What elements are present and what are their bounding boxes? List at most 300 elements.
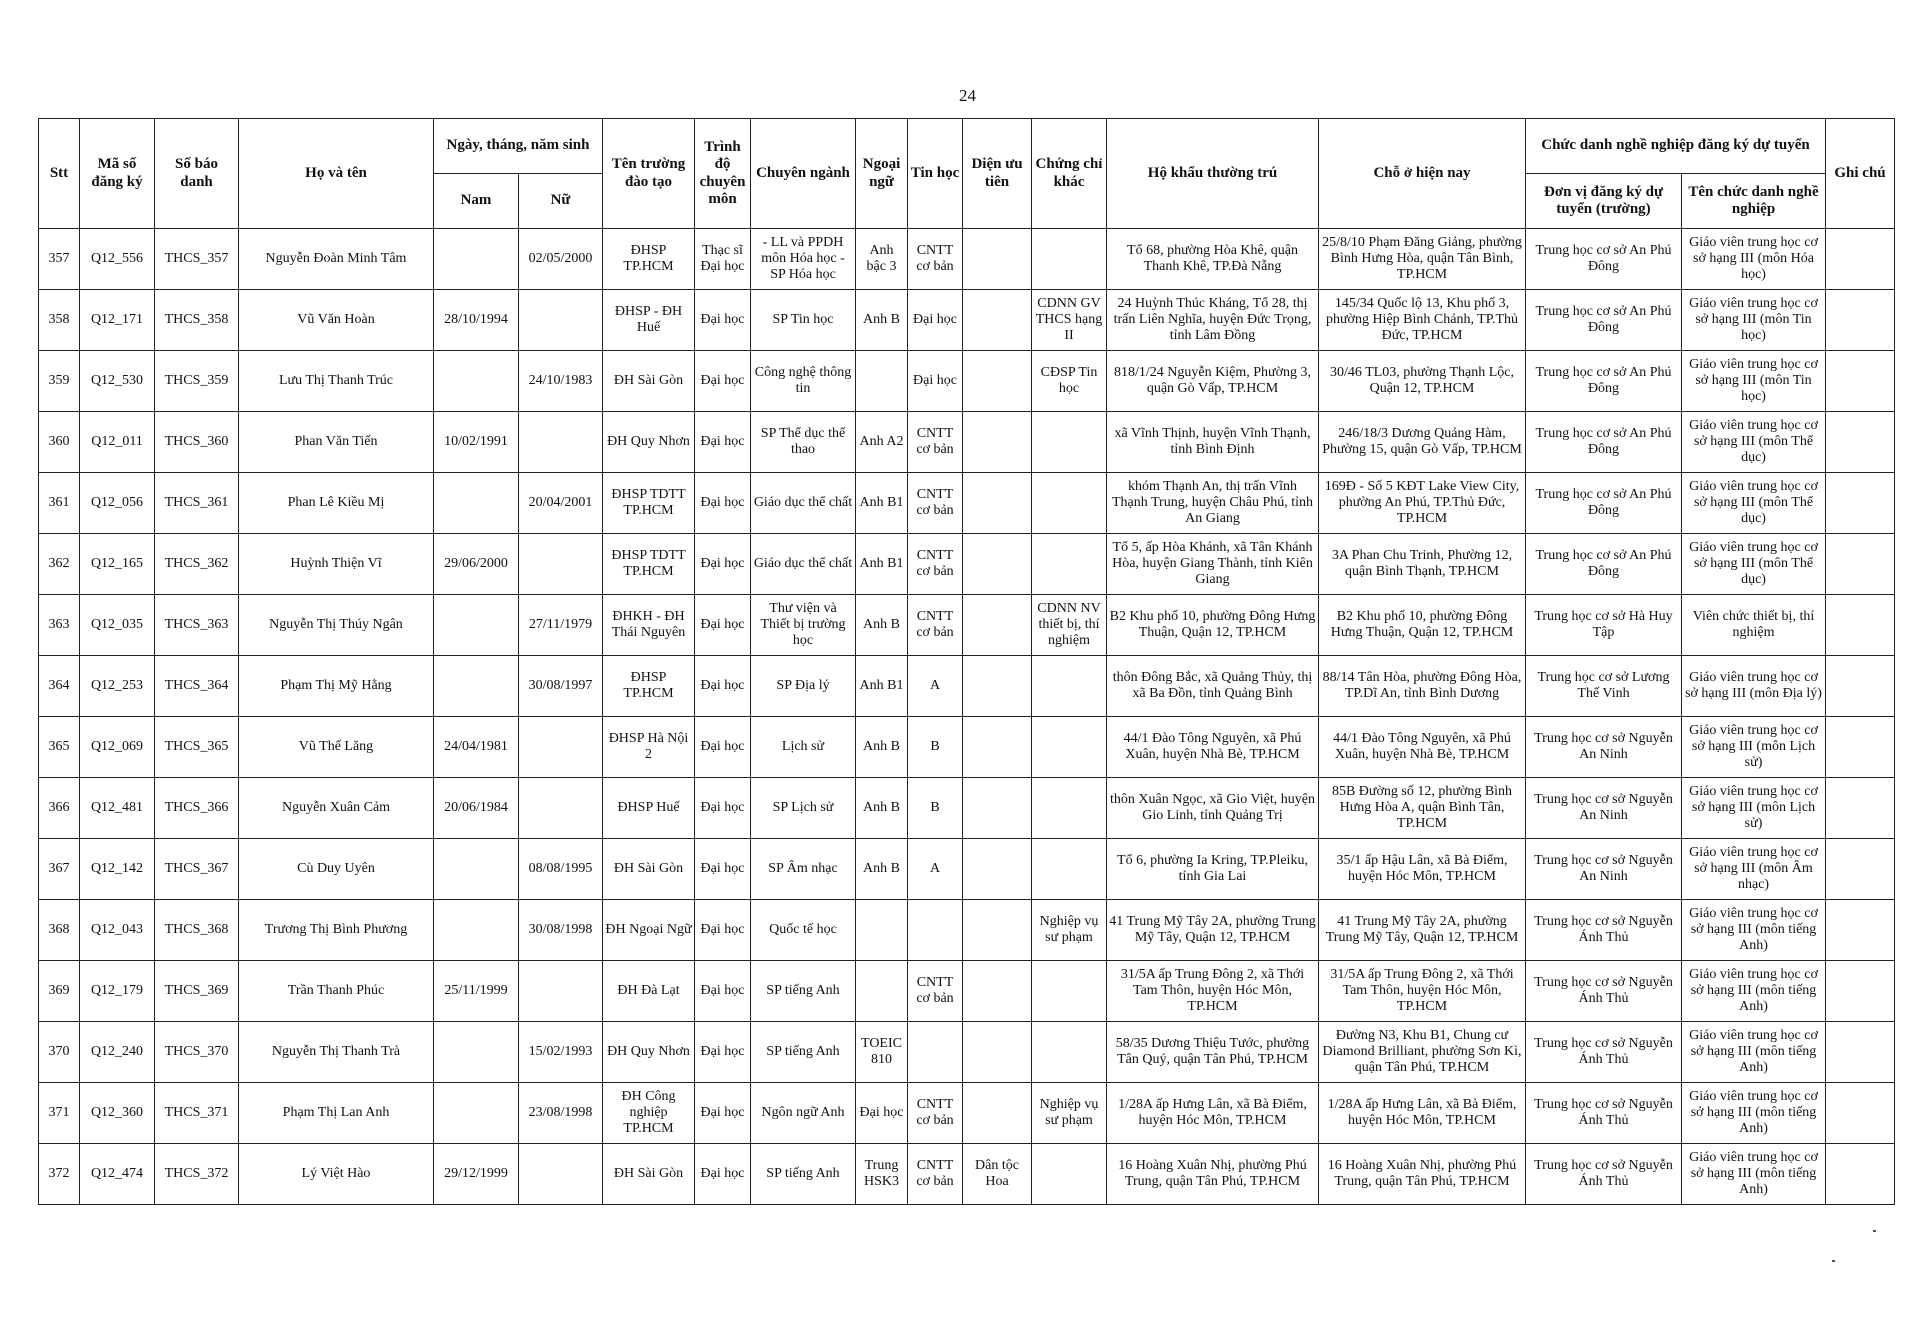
cell-ho-khau: thôn Xuân Ngọc, xã Gio Việt, huyện Gio Linh, tỉnh Quảng Trị xyxy=(1107,778,1319,839)
cell-ho-khau: 58/35 Dương Thiệu Tước, phường Tân Quý, quận Tân Phú, TP.HCM xyxy=(1107,1022,1319,1083)
cell-chung-chi xyxy=(1032,1022,1107,1083)
cell-cho-o: 25/8/10 Phạm Đăng Giảng, phường Bình Hưng Hòa, quận Tân Bình, TP.HCM xyxy=(1319,229,1526,290)
cell-ho-khau: khóm Thạnh An, thị trấn Vĩnh Thạnh Trung, huyện Châu Phú, tỉnh An Giang xyxy=(1107,473,1319,534)
table-row xyxy=(39,595,1895,656)
table-row xyxy=(39,1144,1895,1205)
cell-truong: ĐH Sài Gòn xyxy=(603,1144,695,1205)
header-cho-o: Chỗ ở hiện nay xyxy=(1319,119,1526,229)
cell-nam xyxy=(434,351,519,412)
cell-cho-o: 85B Đường số 12, phường Bình Hưng Hòa A, quận Bình Tân, TP.HCM xyxy=(1319,778,1526,839)
cell-ngoai-ngu xyxy=(856,351,908,412)
cell-ma-so: Q12_474 xyxy=(80,1144,155,1205)
cell-nam xyxy=(434,1083,519,1144)
cell-stt: 364 xyxy=(39,656,80,717)
cell-stt: 365 xyxy=(39,717,80,778)
header-stt: Stt xyxy=(39,119,80,229)
table-row xyxy=(39,1083,1895,1144)
cell-chung-chi xyxy=(1032,778,1107,839)
cell-ghi-chu xyxy=(1826,1144,1895,1205)
cell-chuyen-nganh: Ngôn ngữ Anh xyxy=(751,1083,856,1144)
cell-nu xyxy=(519,778,603,839)
cell-trinh-do: Đại học xyxy=(695,1022,751,1083)
table-row xyxy=(39,839,1895,900)
cell-nam: 29/12/1999 xyxy=(434,1144,519,1205)
table-row xyxy=(39,961,1895,1022)
cell-tin-hoc: CNTT cơ bản xyxy=(908,412,963,473)
cell-nu: 15/02/1993 xyxy=(519,1022,603,1083)
cell-ho-ten: Cù Duy Uyên xyxy=(239,839,434,900)
cell-ghi-chu xyxy=(1826,229,1895,290)
cell-dien-uu-tien xyxy=(963,778,1032,839)
cell-so-bao-danh: THCS_358 xyxy=(155,290,239,351)
cell-don-vi: Trung học cơ sở An Phú Đông xyxy=(1526,351,1682,412)
cell-nam: 24/04/1981 xyxy=(434,717,519,778)
cell-ho-ten: Vũ Văn Hoàn xyxy=(239,290,434,351)
cell-chung-chi xyxy=(1032,961,1107,1022)
cell-tin-hoc: CNTT cơ bản xyxy=(908,1144,963,1205)
cell-nu: 27/11/1979 xyxy=(519,595,603,656)
header-ngoai-ngu: Ngoại ngữ xyxy=(856,119,908,229)
cell-tin-hoc: B xyxy=(908,778,963,839)
cell-so-bao-danh: THCS_372 xyxy=(155,1144,239,1205)
cell-ten-chuc-danh: Giáo viên trung học cơ sở hạng III (môn Thể dục) xyxy=(1682,412,1826,473)
header-chuc-danh: Chức danh nghề nghiệp đăng ký dự tuyển xyxy=(1526,119,1826,174)
cell-ho-khau: 24 Huỳnh Thúc Kháng, Tổ 28, thị trấn Liên Nghĩa, huyện Đức Trọng, tỉnh Lâm Đồng xyxy=(1107,290,1319,351)
cell-chung-chi xyxy=(1032,839,1107,900)
cell-ho-ten: Trương Thị Bình Phương xyxy=(239,900,434,961)
table-body xyxy=(39,229,1895,1205)
header-ten-chuc-danh: Tên chức danh nghề nghiệp xyxy=(1682,174,1826,229)
cell-chuyen-nganh: SP tiếng Anh xyxy=(751,1022,856,1083)
cell-ho-khau: 1/28A ấp Hưng Lân, xã Bà Điểm, huyện Hóc Môn, TP.HCM xyxy=(1107,1083,1319,1144)
cell-nam xyxy=(434,473,519,534)
cell-truong: ĐHSP Huế xyxy=(603,778,695,839)
cell-ghi-chu xyxy=(1826,839,1895,900)
header-chuyen-nganh: Chuyên ngành xyxy=(751,119,856,229)
cell-trinh-do: Đại học xyxy=(695,595,751,656)
cell-trinh-do: Đại học xyxy=(695,290,751,351)
cell-stt: 362 xyxy=(39,534,80,595)
table-row xyxy=(39,534,1895,595)
cell-truong: ĐH Ngoại Ngữ xyxy=(603,900,695,961)
cell-tin-hoc: B xyxy=(908,717,963,778)
cell-don-vi: Trung học cơ sở Nguyễn An Ninh xyxy=(1526,717,1682,778)
cell-tin-hoc: A xyxy=(908,656,963,717)
cell-chuyen-nganh: Giáo dục thể chất xyxy=(751,473,856,534)
cell-dien-uu-tien xyxy=(963,412,1032,473)
scan-speck xyxy=(1832,1260,1835,1262)
cell-dien-uu-tien xyxy=(963,229,1032,290)
cell-dien-uu-tien xyxy=(963,1022,1032,1083)
cell-ho-ten: Lưu Thị Thanh Trúc xyxy=(239,351,434,412)
header-dien-uu-tien: Diện ưu tiên xyxy=(963,119,1032,229)
cell-ngoai-ngu: Anh bậc 3 xyxy=(856,229,908,290)
cell-ten-chuc-danh: Giáo viên trung học cơ sở hạng III (môn Âm nhạc) xyxy=(1682,839,1826,900)
cell-chuyen-nganh: Giáo dục thể chất xyxy=(751,534,856,595)
cell-chuyen-nganh: Quốc tế học xyxy=(751,900,856,961)
cell-ghi-chu xyxy=(1826,778,1895,839)
cell-chuyen-nganh: SP tiếng Anh xyxy=(751,1144,856,1205)
cell-ngoai-ngu: Trung HSK3 xyxy=(856,1144,908,1205)
table-row xyxy=(39,412,1895,473)
cell-so-bao-danh: THCS_366 xyxy=(155,778,239,839)
cell-trinh-do: Đại học xyxy=(695,473,751,534)
cell-ma-so: Q12_011 xyxy=(80,412,155,473)
cell-dien-uu-tien xyxy=(963,717,1032,778)
cell-nam: 20/06/1984 xyxy=(434,778,519,839)
cell-don-vi: Trung học cơ sở An Phú Đông xyxy=(1526,290,1682,351)
cell-ghi-chu xyxy=(1826,961,1895,1022)
cell-nu: 20/04/2001 xyxy=(519,473,603,534)
cell-chuyen-nganh: - LL và PPDH môn Hóa học - SP Hóa học xyxy=(751,229,856,290)
cell-ma-so: Q12_043 xyxy=(80,900,155,961)
cell-so-bao-danh: THCS_363 xyxy=(155,595,239,656)
cell-ngoai-ngu: Anh B xyxy=(856,778,908,839)
cell-trinh-do: Đại học xyxy=(695,534,751,595)
cell-nam: 29/06/2000 xyxy=(434,534,519,595)
cell-chuyen-nganh: SP Tin học xyxy=(751,290,856,351)
cell-ghi-chu xyxy=(1826,473,1895,534)
cell-nam xyxy=(434,229,519,290)
cell-chung-chi xyxy=(1032,412,1107,473)
cell-trinh-do: Đại học xyxy=(695,656,751,717)
cell-ma-so: Q12_556 xyxy=(80,229,155,290)
header-nu: Nữ xyxy=(519,174,603,229)
table-row xyxy=(39,229,1895,290)
cell-ma-so: Q12_179 xyxy=(80,961,155,1022)
cell-ghi-chu xyxy=(1826,1083,1895,1144)
table-row xyxy=(39,290,1895,351)
cell-cho-o: 31/5A ấp Trung Đông 2, xã Thới Tam Thôn, huyện Hóc Môn, TP.HCM xyxy=(1319,961,1526,1022)
cell-chung-chi: Nghiệp vụ sư phạm xyxy=(1032,1083,1107,1144)
cell-don-vi: Trung học cơ sở Nguyễn Ánh Thủ xyxy=(1526,1083,1682,1144)
cell-stt: 366 xyxy=(39,778,80,839)
cell-ten-chuc-danh: Giáo viên trung học cơ sở hạng III (môn Lịch sử) xyxy=(1682,717,1826,778)
cell-don-vi: Trung học cơ sở Nguyễn An Ninh xyxy=(1526,839,1682,900)
cell-dien-uu-tien: Dân tộc Hoa xyxy=(963,1144,1032,1205)
cell-ghi-chu xyxy=(1826,290,1895,351)
cell-don-vi: Trung học cơ sở Nguyễn Ánh Thủ xyxy=(1526,1022,1682,1083)
cell-don-vi: Trung học cơ sở An Phú Đông xyxy=(1526,473,1682,534)
cell-nu xyxy=(519,1144,603,1205)
cell-stt: 358 xyxy=(39,290,80,351)
cell-don-vi: Trung học cơ sở An Phú Đông xyxy=(1526,534,1682,595)
cell-ten-chuc-danh: Giáo viên trung học cơ sở hạng III (môn Hóa học) xyxy=(1682,229,1826,290)
cell-ten-chuc-danh: Giáo viên trung học cơ sở hạng III (môn Tin học) xyxy=(1682,351,1826,412)
cell-ngoai-ngu: Anh B1 xyxy=(856,656,908,717)
cell-so-bao-danh: THCS_359 xyxy=(155,351,239,412)
cell-ma-so: Q12_056 xyxy=(80,473,155,534)
table-row xyxy=(39,351,1895,412)
cell-nam xyxy=(434,595,519,656)
cell-truong: ĐHSP Hà Nội 2 xyxy=(603,717,695,778)
cell-stt: 372 xyxy=(39,1144,80,1205)
cell-nu xyxy=(519,534,603,595)
cell-truong: ĐH Sài Gòn xyxy=(603,839,695,900)
table-row xyxy=(39,473,1895,534)
cell-cho-o: 88/14 Tân Hòa, phường Đông Hòa, TP.Dĩ An, tỉnh Bình Dương xyxy=(1319,656,1526,717)
cell-stt: 367 xyxy=(39,839,80,900)
cell-ma-so: Q12_253 xyxy=(80,656,155,717)
cell-ho-ten: Huỳnh Thiện Vĩ xyxy=(239,534,434,595)
cell-chung-chi: CDNN NV thiết bị, thí nghiệm xyxy=(1032,595,1107,656)
header-so-bao-danh: Số báo danh xyxy=(155,119,239,229)
cell-so-bao-danh: THCS_364 xyxy=(155,656,239,717)
cell-ghi-chu xyxy=(1826,412,1895,473)
cell-tin-hoc: CNTT cơ bản xyxy=(908,534,963,595)
header-trinh-do: Trình độ chuyên môn xyxy=(695,119,751,229)
cell-stt: 361 xyxy=(39,473,80,534)
header-ghi-chu: Ghi chú xyxy=(1826,119,1895,229)
cell-ho-ten: Phạm Thị Lan Anh xyxy=(239,1083,434,1144)
cell-chung-chi: CDNN GV THCS hạng II xyxy=(1032,290,1107,351)
cell-ho-khau: 44/1 Đào Tông Nguyên, xã Phú Xuân, huyện Nhà Bè, TP.HCM xyxy=(1107,717,1319,778)
cell-so-bao-danh: THCS_369 xyxy=(155,961,239,1022)
table-row xyxy=(39,1022,1895,1083)
cell-ten-chuc-danh: Giáo viên trung học cơ sở hạng III (môn Tin học) xyxy=(1682,290,1826,351)
cell-nam: 25/11/1999 xyxy=(434,961,519,1022)
cell-don-vi: Trung học cơ sở Lương Thế Vinh xyxy=(1526,656,1682,717)
cell-ghi-chu xyxy=(1826,717,1895,778)
header-row-1 xyxy=(39,119,1895,174)
header-ho-khau: Hộ khẩu thường trú xyxy=(1107,119,1319,229)
cell-cho-o: 1/28A ấp Hưng Lân, xã Bà Điểm, huyện Hóc Môn, TP.HCM xyxy=(1319,1083,1526,1144)
cell-don-vi: Trung học cơ sở Hà Huy Tập xyxy=(1526,595,1682,656)
cell-ghi-chu xyxy=(1826,351,1895,412)
cell-so-bao-danh: THCS_361 xyxy=(155,473,239,534)
cell-trinh-do: Đại học xyxy=(695,717,751,778)
cell-ten-chuc-danh: Giáo viên trung học cơ sở hạng III (môn Lịch sử) xyxy=(1682,778,1826,839)
cell-truong: ĐHSP TDTT TP.HCM xyxy=(603,534,695,595)
header-don-vi: Đơn vị đăng ký dự tuyển (trường) xyxy=(1526,174,1682,229)
cell-ngoai-ngu: Anh B xyxy=(856,595,908,656)
cell-cho-o: 145/34 Quốc lộ 13, Khu phố 3, phường Hiệp Bình Chánh, TP.Thủ Đức, TP.HCM xyxy=(1319,290,1526,351)
cell-ho-ten: Phan Văn Tiến xyxy=(239,412,434,473)
cell-ten-chuc-danh: Giáo viên trung học cơ sở hạng III (môn Địa lý) xyxy=(1682,656,1826,717)
cell-trinh-do: Đại học xyxy=(695,1083,751,1144)
cell-ngoai-ngu: Đại học xyxy=(856,1083,908,1144)
cell-chung-chi: CĐSP Tin học xyxy=(1032,351,1107,412)
cell-tin-hoc: Đại học xyxy=(908,290,963,351)
cell-dien-uu-tien xyxy=(963,351,1032,412)
cell-chung-chi xyxy=(1032,1144,1107,1205)
cell-nu xyxy=(519,961,603,1022)
cell-tin-hoc: CNTT cơ bản xyxy=(908,595,963,656)
cell-ghi-chu xyxy=(1826,1022,1895,1083)
cell-ghi-chu xyxy=(1826,534,1895,595)
cell-tin-hoc: A xyxy=(908,839,963,900)
cell-ho-ten: Nguyễn Xuân Cảm xyxy=(239,778,434,839)
cell-tin-hoc: CNTT cơ bản xyxy=(908,229,963,290)
cell-chuyen-nganh: SP Âm nhạc xyxy=(751,839,856,900)
cell-nu: 30/08/1997 xyxy=(519,656,603,717)
cell-chuyen-nganh: Lịch sử xyxy=(751,717,856,778)
cell-nam xyxy=(434,1022,519,1083)
cell-don-vi: Trung học cơ sở An Phú Đông xyxy=(1526,412,1682,473)
table-row xyxy=(39,717,1895,778)
cell-ngoai-ngu: Anh A2 xyxy=(856,412,908,473)
cell-stt: 371 xyxy=(39,1083,80,1144)
cell-chuyen-nganh: Thư viện và Thiết bị trường học xyxy=(751,595,856,656)
cell-tin-hoc xyxy=(908,900,963,961)
cell-nam xyxy=(434,656,519,717)
cell-ngoai-ngu: Anh B xyxy=(856,290,908,351)
cell-truong: ĐH Đà Lạt xyxy=(603,961,695,1022)
scan-speck xyxy=(1873,1230,1876,1232)
header-truong: Tên trường đào tạo xyxy=(603,119,695,229)
page-number: 24 xyxy=(959,86,976,105)
cell-chung-chi xyxy=(1032,473,1107,534)
cell-chung-chi: Nghiệp vụ sư phạm xyxy=(1032,900,1107,961)
cell-ghi-chu xyxy=(1826,595,1895,656)
cell-dien-uu-tien xyxy=(963,839,1032,900)
cell-ngoai-ngu: TOEIC 810 xyxy=(856,1022,908,1083)
cell-tin-hoc: CNTT cơ bản xyxy=(908,1083,963,1144)
cell-ten-chuc-danh: Giáo viên trung học cơ sở hạng III (môn tiếng Anh) xyxy=(1682,900,1826,961)
cell-chuyen-nganh: SP Thể dục thể thao xyxy=(751,412,856,473)
cell-dien-uu-tien xyxy=(963,534,1032,595)
cell-truong: ĐHSP TDTT TP.HCM xyxy=(603,473,695,534)
cell-don-vi: Trung học cơ sở An Phú Đông xyxy=(1526,229,1682,290)
header-ho-ten: Họ và tên xyxy=(239,119,434,229)
cell-ten-chuc-danh: Giáo viên trung học cơ sở hạng III (môn tiếng Anh) xyxy=(1682,1144,1826,1205)
cell-truong: ĐHSP TP.HCM xyxy=(603,229,695,290)
cell-nu: 30/08/1998 xyxy=(519,900,603,961)
cell-truong: ĐH Quy Nhơn xyxy=(603,412,695,473)
cell-ma-so: Q12_171 xyxy=(80,290,155,351)
cell-ho-ten: Nguyễn Thị Thúy Ngân xyxy=(239,595,434,656)
cell-ho-khau: 16 Hoàng Xuân Nhị, phường Phú Trung, quận Tân Phú, TP.HCM xyxy=(1107,1144,1319,1205)
cell-chuyen-nganh: SP Địa lý xyxy=(751,656,856,717)
cell-cho-o: 44/1 Đào Tông Nguyên, xã Phú Xuân, huyện Nhà Bè, TP.HCM xyxy=(1319,717,1526,778)
cell-ho-khau: thôn Đông Bắc, xã Quảng Thủy, thị xã Ba Đồn, tỉnh Quảng Bình xyxy=(1107,656,1319,717)
cell-don-vi: Trung học cơ sở Nguyễn Ánh Thủ xyxy=(1526,1144,1682,1205)
cell-stt: 368 xyxy=(39,900,80,961)
cell-chung-chi xyxy=(1032,534,1107,595)
table-row xyxy=(39,900,1895,961)
cell-ho-khau: 41 Trung Mỹ Tây 2A, phường Trung Mỹ Tây, Quận 12, TP.HCM xyxy=(1107,900,1319,961)
cell-ten-chuc-danh: Giáo viên trung học cơ sở hạng III (môn tiếng Anh) xyxy=(1682,1083,1826,1144)
cell-so-bao-danh: THCS_365 xyxy=(155,717,239,778)
header-ma-so: Mã số đăng ký xyxy=(80,119,155,229)
candidate-table xyxy=(38,118,1895,1205)
cell-ho-khau: 31/5A ấp Trung Đông 2, xã Thới Tam Thôn, huyện Hóc Môn, TP.HCM xyxy=(1107,961,1319,1022)
cell-truong: ĐHSP TP.HCM xyxy=(603,656,695,717)
cell-stt: 357 xyxy=(39,229,80,290)
cell-don-vi: Trung học cơ sở Nguyễn Ánh Thủ xyxy=(1526,900,1682,961)
cell-ho-ten: Nguyễn Thị Thanh Trà xyxy=(239,1022,434,1083)
cell-tin-hoc: CNTT cơ bản xyxy=(908,473,963,534)
cell-nu xyxy=(519,290,603,351)
cell-stt: 370 xyxy=(39,1022,80,1083)
cell-don-vi: Trung học cơ sở Nguyễn Ánh Thủ xyxy=(1526,961,1682,1022)
cell-nu: 23/08/1998 xyxy=(519,1083,603,1144)
cell-cho-o: 3A Phan Chu Trinh, Phường 12, quận Bình Thạnh, TP.HCM xyxy=(1319,534,1526,595)
cell-cho-o: 169Đ - Số 5 KĐT Lake View City, phường An Phú, TP.Thủ Đức, TP.HCM xyxy=(1319,473,1526,534)
cell-ho-ten: Nguyễn Đoàn Minh Tâm xyxy=(239,229,434,290)
header-tin-hoc: Tin học xyxy=(908,119,963,229)
cell-ma-so: Q12_530 xyxy=(80,351,155,412)
cell-ma-so: Q12_069 xyxy=(80,717,155,778)
cell-ho-ten: Vũ Thế Lăng xyxy=(239,717,434,778)
cell-ho-khau: Tổ 68, phường Hòa Khê, quận Thanh Khê, TP.Đà Nẵng xyxy=(1107,229,1319,290)
cell-dien-uu-tien xyxy=(963,473,1032,534)
cell-so-bao-danh: THCS_362 xyxy=(155,534,239,595)
cell-cho-o: 30/46 TL03, phường Thạnh Lộc, Quận 12, TP.HCM xyxy=(1319,351,1526,412)
cell-nu: 02/05/2000 xyxy=(519,229,603,290)
cell-stt: 360 xyxy=(39,412,80,473)
cell-ho-ten: Trần Thanh Phúc xyxy=(239,961,434,1022)
cell-tin-hoc: Đại học xyxy=(908,351,963,412)
cell-so-bao-danh: THCS_371 xyxy=(155,1083,239,1144)
cell-stt: 363 xyxy=(39,595,80,656)
cell-ho-ten: Phan Lê Kiều Mị xyxy=(239,473,434,534)
cell-ten-chuc-danh: Giáo viên trung học cơ sở hạng III (môn Thể dục) xyxy=(1682,473,1826,534)
cell-ma-so: Q12_035 xyxy=(80,595,155,656)
cell-dien-uu-tien xyxy=(963,961,1032,1022)
cell-so-bao-danh: THCS_357 xyxy=(155,229,239,290)
cell-trinh-do: Đại học xyxy=(695,839,751,900)
cell-nu xyxy=(519,717,603,778)
cell-trinh-do: Thạc sĩ Đại học xyxy=(695,229,751,290)
cell-ho-ten: Phạm Thị Mỹ Hằng xyxy=(239,656,434,717)
cell-ho-khau: B2 Khu phố 10, phường Đông Hưng Thuận, Quận 12, TP.HCM xyxy=(1107,595,1319,656)
cell-dien-uu-tien xyxy=(963,290,1032,351)
cell-ngoai-ngu: Anh B xyxy=(856,839,908,900)
cell-chung-chi xyxy=(1032,656,1107,717)
cell-truong: ĐHKH - ĐH Thái Nguyên xyxy=(603,595,695,656)
cell-tin-hoc: CNTT cơ bản xyxy=(908,961,963,1022)
cell-chuyen-nganh: SP tiếng Anh xyxy=(751,961,856,1022)
cell-dien-uu-tien xyxy=(963,595,1032,656)
cell-trinh-do: Đại học xyxy=(695,961,751,1022)
cell-nam: 28/10/1994 xyxy=(434,290,519,351)
cell-ho-ten: Lý Việt Hào xyxy=(239,1144,434,1205)
cell-ten-chuc-danh: Viên chức thiết bị, thí nghiệm xyxy=(1682,595,1826,656)
cell-ma-so: Q12_142 xyxy=(80,839,155,900)
cell-cho-o: 16 Hoàng Xuân Nhị, phường Phú Trung, quận Tân Phú, TP.HCM xyxy=(1319,1144,1526,1205)
cell-dien-uu-tien xyxy=(963,1083,1032,1144)
cell-so-bao-danh: THCS_368 xyxy=(155,900,239,961)
cell-cho-o: 41 Trung Mỹ Tây 2A, phường Trung Mỹ Tây, Quận 12, TP.HCM xyxy=(1319,900,1526,961)
cell-ten-chuc-danh: Giáo viên trung học cơ sở hạng III (môn tiếng Anh) xyxy=(1682,961,1826,1022)
cell-nam xyxy=(434,900,519,961)
cell-ma-so: Q12_165 xyxy=(80,534,155,595)
cell-ho-khau: Tổ 6, phường Ia Kring, TP.Pleiku, tỉnh Gia Lai xyxy=(1107,839,1319,900)
cell-truong: ĐHSP - ĐH Huế xyxy=(603,290,695,351)
cell-chuyen-nganh: Công nghệ thông tin xyxy=(751,351,856,412)
cell-ma-so: Q12_240 xyxy=(80,1022,155,1083)
cell-ngoai-ngu xyxy=(856,900,908,961)
cell-ghi-chu xyxy=(1826,656,1895,717)
table-row xyxy=(39,778,1895,839)
cell-chuyen-nganh: SP Lịch sử xyxy=(751,778,856,839)
cell-chung-chi xyxy=(1032,229,1107,290)
cell-dien-uu-tien xyxy=(963,900,1032,961)
header-ngay-sinh: Ngày, tháng, năm sinh xyxy=(434,119,603,174)
cell-so-bao-danh: THCS_370 xyxy=(155,1022,239,1083)
cell-ho-khau: xã Vĩnh Thịnh, huyện Vĩnh Thạnh, tỉnh Bình Định xyxy=(1107,412,1319,473)
cell-so-bao-danh: THCS_360 xyxy=(155,412,239,473)
cell-ten-chuc-danh: Giáo viên trung học cơ sở hạng III (môn Thể dục) xyxy=(1682,534,1826,595)
cell-nam xyxy=(434,839,519,900)
cell-truong: ĐH Sài Gòn xyxy=(603,351,695,412)
cell-ma-so: Q12_481 xyxy=(80,778,155,839)
cell-nu xyxy=(519,412,603,473)
cell-trinh-do: Đại học xyxy=(695,778,751,839)
cell-ngoai-ngu: Anh B xyxy=(856,717,908,778)
table-row xyxy=(39,656,1895,717)
